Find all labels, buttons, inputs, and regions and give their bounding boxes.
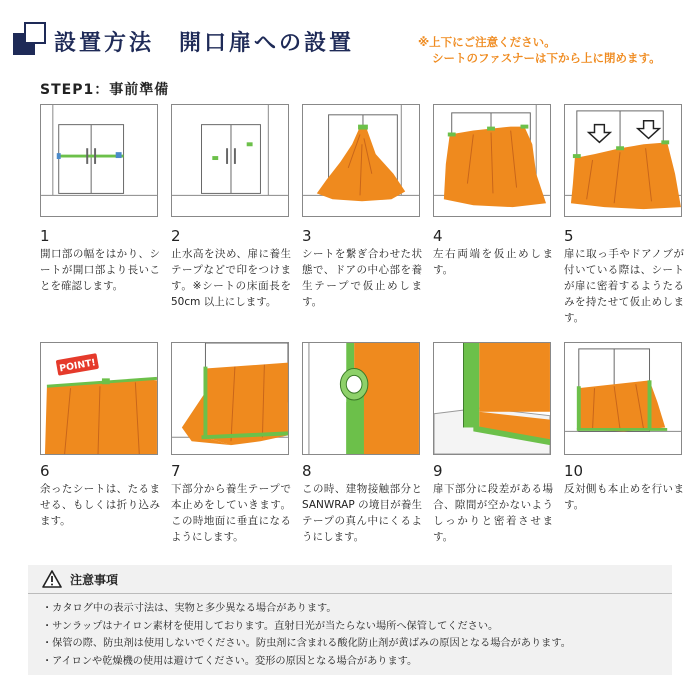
notes-item: ・保管の際、防虫剤は使用しないでください。防虫剤に含まれる酸化防止剤が黄ばみの原因となる場合があります。 (42, 638, 571, 649)
step-number: 9 (433, 462, 443, 480)
step-4-illustration (433, 104, 551, 217)
notes-box (28, 565, 672, 675)
step-description: 下部分から養生テープで本止めをしていきます。この時地面に垂直になるようにします。 (171, 483, 291, 543)
step-1 (40, 228, 160, 294)
notes-header (28, 565, 672, 594)
notes-item: ・カタログ中の表示寸法は、実物と多少異なる場合があります。 (42, 603, 337, 614)
notes-title: 注意事項 (70, 573, 119, 587)
step-description: この時、建物接触部分と SANWRAP の境目が養生テープの真ん中にくるようにします。 (302, 483, 422, 543)
header (0, 0, 700, 70)
step-8-illustration (302, 342, 420, 455)
step-number: 1 (40, 227, 50, 245)
header-mark-outline (24, 22, 46, 44)
header-note-line1: ※上下にご注意ください。 (418, 35, 556, 49)
step-number: 8 (302, 462, 312, 480)
step-5-illustration (564, 104, 682, 217)
step-description: 開口部の幅をはかり、シートが開口部より長いことを確認します。 (40, 248, 160, 292)
header-note (418, 34, 661, 66)
step-number: 7 (171, 462, 181, 480)
page-title: 設置方法 開口扉への設置 (54, 31, 355, 56)
step-number: 10 (564, 462, 584, 480)
warning-icon (42, 570, 62, 592)
step-number: 2 (171, 227, 181, 245)
step-9-illustration (433, 342, 551, 455)
step-3-illustration (302, 104, 420, 217)
step-description: 止水高を決め、扉に養生テープなどで印をつけます。※シートの床面長を50cm 以上にします。 (171, 248, 291, 308)
step-10 (564, 463, 684, 513)
step-2 (171, 228, 291, 310)
step-description: 扉に取っ手やドアノブが付いている際は、シートが扉に密着するようたるみを持たせて仮止めします。 (564, 248, 684, 324)
step-6 (40, 463, 160, 529)
step-number: 6 (40, 462, 50, 480)
step-description: 反対側も本止めを行います。 (564, 483, 684, 511)
step-3 (302, 228, 422, 310)
step-5 (564, 228, 684, 326)
step-number: 3 (302, 227, 312, 245)
step-description: シートを繋ぎ合わせた状態で、ドアの中心部を養生テープで仮止めします。 (302, 248, 422, 308)
step-9 (433, 463, 553, 545)
step-6-illustration (40, 342, 158, 455)
notes-list (42, 600, 571, 670)
step-description: 余ったシートは、たるませる、もしくは折り込みます。 (40, 483, 160, 527)
step-10-illustration (564, 342, 682, 455)
step-number: 4 (433, 227, 443, 245)
step-7-illustration (171, 342, 289, 455)
step-8 (302, 463, 422, 545)
step-number: 5 (564, 227, 574, 245)
header-note-line2: シートのファスナーは下から上に閉めます。 (432, 51, 661, 65)
step-title: STEP1：事前準備 (40, 82, 170, 98)
notes-item: ・サンラップはナイロン素材を使用しております。直射日光が当たらない場所へ保管してください。 (42, 620, 499, 632)
step-1-illustration (40, 104, 158, 217)
point-label: POINT! (58, 357, 97, 375)
step-4 (433, 228, 553, 278)
step-description: 左右両端を仮止めします。 (433, 248, 553, 276)
step-2-illustration (171, 104, 289, 217)
notes-item: ・アイロンや乾燥機の使用は避けてください。変形の原因となる場合があります。 (42, 655, 418, 667)
step-7 (171, 463, 291, 545)
step-description: 扉下部分に段差がある場合、隙間が空かないようしっかりと密着させます。 (433, 483, 553, 543)
